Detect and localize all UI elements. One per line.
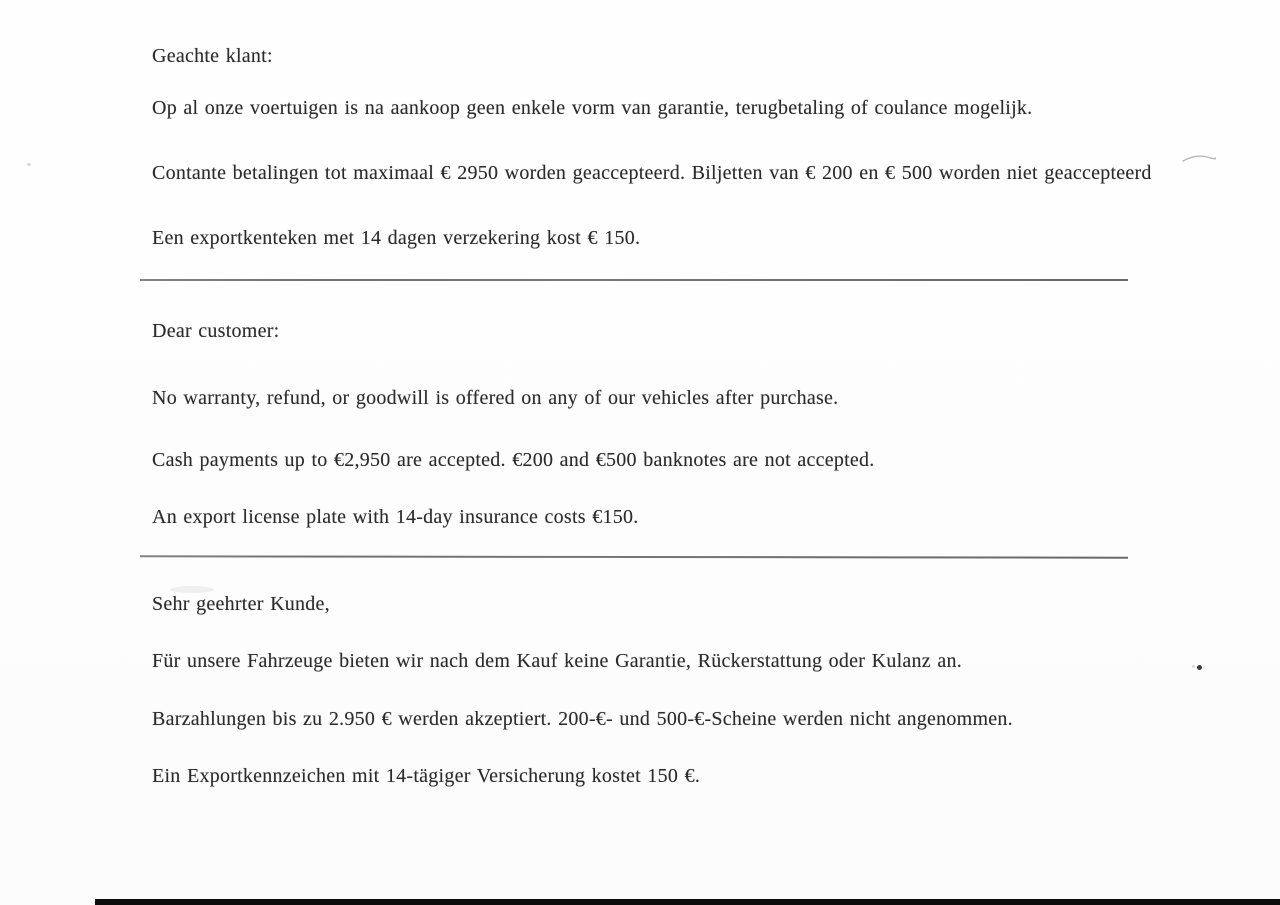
section-divider-2 <box>140 555 1128 558</box>
scan-artifact-dot <box>1197 665 1202 670</box>
paragraph-german-2: Barzahlungen bis zu 2.950 € werden akzeptiert. 200-€- und 500-€-Scheine werden nicht angenommen. <box>152 708 1013 730</box>
paragraph-english-3: An export license plate with 14-day insurance costs €150. <box>152 506 639 528</box>
scan-artifact-smudge <box>170 586 214 593</box>
paragraph-german-3: Ein Exportkennzeichen mit 14-tägiger Versicherung kostet 150 €. <box>152 765 701 787</box>
paragraph-english-1: No warranty, refund, or goodwill is offered on any of our vehicles after purchase. <box>152 387 839 409</box>
paragraph-dutch-2: Contante betalingen tot maximaal € 2950 worden geaccepteerd. Biljetten van € 200 en € 500 worden niet geaccepteerd <box>152 162 1152 184</box>
paragraph-german-1: Für unsere Fahrzeuge bieten wir nach dem Kauf keine Garantie, Rückerstattung oder Kulanz an. <box>152 650 962 672</box>
scan-artifact-swoosh <box>1182 153 1216 165</box>
paragraph-dutch-3: Een exportkenteken met 14 dagen verzekering kost € 150. <box>152 227 641 249</box>
section-divider-1 <box>140 279 1128 281</box>
section-heading-english: Dear customer: <box>152 320 280 342</box>
section-heading-german: Sehr geehrter Kunde, <box>152 593 330 615</box>
scan-artifact-speck <box>27 163 31 166</box>
paragraph-english-2: Cash payments up to €2,950 are accepted. €200 and €500 banknotes are not accepted. <box>152 449 875 471</box>
section-heading-dutch: Geachte klant: <box>152 45 273 67</box>
paragraph-dutch-1: Op al onze voertuigen is na aankoop geen enkele vorm van garantie, terugbetaling of coulance mogelijk. <box>152 97 1033 119</box>
scan-edge-bar <box>95 899 1280 905</box>
